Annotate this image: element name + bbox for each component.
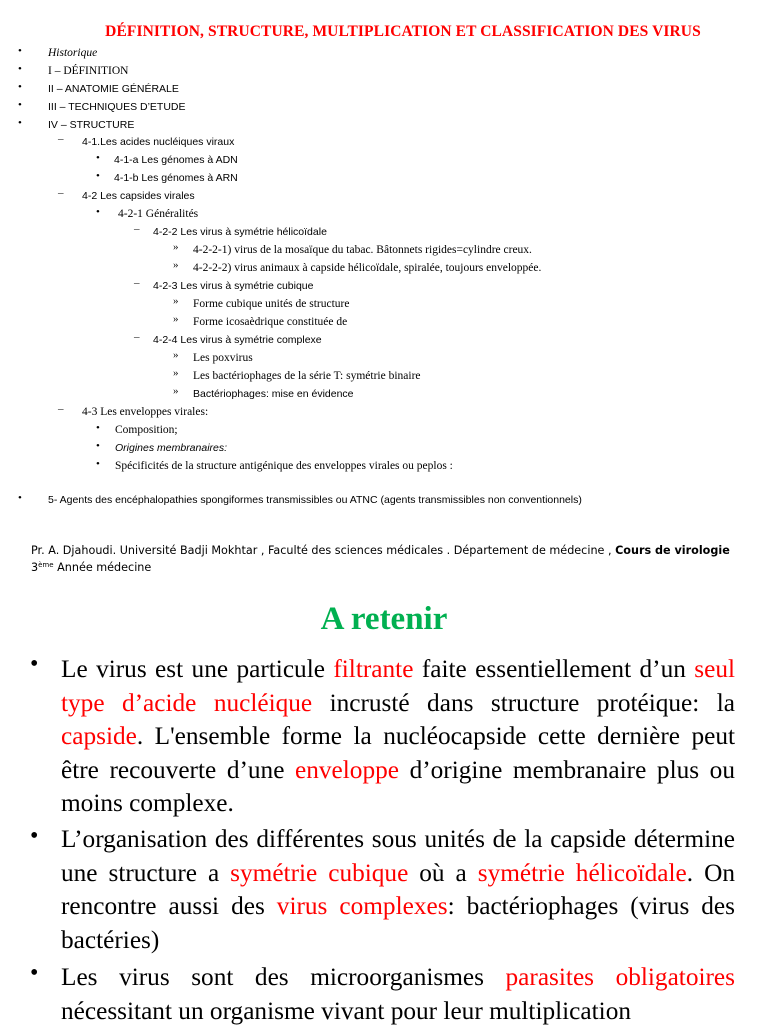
outline-item: Forme icosaèdrique constituée de [193,316,348,328]
retenir-paragraph-2 [61,823,735,957]
dash: – [58,187,64,199]
highlight: parasites obligatoires [505,963,735,991]
outline-item: 4-2-2-1) virus de la mosaïque du tabac. Bâtonnets rigides=cylindre creux. [193,244,532,256]
text: . On rencontre aussi des [61,858,735,920]
arrow: » [173,259,179,271]
outline-item: Bactériophages: mise en évidence [193,388,354,400]
bullet: • [96,440,100,452]
outline-item: 4-2 Les capsides virales [82,190,195,202]
bullet: • [96,206,100,218]
arrow: » [173,241,179,253]
bullet: • [18,45,22,57]
outline-item: 4-2-4 Les virus à symétrie complexe [153,334,322,346]
text: . L'ensemble forme la nucléocapside cette dernière peut être recouverte d’une [61,722,735,784]
outline-item: Les bactériophages de la série T: symétrie binaire [193,370,421,382]
outline-item: 4-1-a Les génomes à ADN [114,154,238,166]
credit-course: Cours de virologie [615,544,730,557]
outline-item: 4-3 Les enveloppes virales: [82,406,209,418]
highlight: filtrante [333,655,414,683]
arrow: » [173,367,179,379]
highlight: capside [61,722,137,750]
highlight: enveloppe [295,755,399,784]
text: où a [408,858,478,887]
text: incrusté dans structure protéique: la [312,688,735,717]
outline-item: Forme cubique unités de structure [193,298,350,310]
retenir-heading: A retenir [320,601,448,637]
dash: – [134,331,140,343]
dash: – [134,277,140,289]
document-title: DÉFINITION, STRUCTURE, MULTIPLICATION ET CLASSIFICATION DES VIRUS [105,23,701,40]
arrow: » [173,295,179,307]
highlight: seul type d’acide nucléique [61,655,736,717]
outline-item: III – TECHNIQUES D’ETUDE [48,101,186,113]
outline-item: 4-2-1 Généralités [118,208,199,220]
outline-item: Les poxvirus [193,352,253,364]
text: Le virus est une particule [61,655,334,683]
bullet: • [96,152,100,164]
outline-item: Historique [48,47,98,59]
outline-item: Spécificités de la structure antigénique des enveloppes virales ou peplos : [115,460,453,472]
retenir-paragraph-3 [61,961,735,1028]
credit-year: 3 [31,561,39,574]
bullet: • [18,81,22,93]
highlight: virus complexes [276,892,448,920]
text: nécessitant un organisme vivant pour leur multiplication [61,996,631,1025]
author-credit [31,543,751,575]
outline-item: IV – STRUCTURE [48,119,135,131]
bullet: • [30,960,39,986]
bullet: • [18,99,22,111]
bullet: • [96,422,100,434]
text: : bactériophages (virus des bactéries) [61,892,735,954]
arrow: » [173,385,179,397]
outline-item: 4-1-b Les génomes à ARN [114,172,238,184]
outline-item: 4-1.Les acides nucléiques viraux [82,136,235,148]
outline-item: I – DÉFINITION [48,65,129,77]
bullet: • [96,458,100,470]
text: L’organisation des différentes sous unités de la capside détermine une structure a [61,825,735,887]
dash: – [134,223,140,235]
dash: – [58,133,64,145]
bullet: • [30,823,39,849]
bullet: • [30,651,39,677]
outline-item: 4-2-2 Les virus à symétrie hélicoïdale [153,226,327,238]
highlight: symétrie hélicoïdale [477,858,687,887]
bullet: • [18,117,22,129]
text: faite essentiellement d’un [413,655,695,683]
credit-sup: ème [38,561,54,569]
outline-item: 5- Agents des encéphalopathies spongiformes transmissibles ou ATNC (agents transmissibles non conventionnels) [48,494,582,506]
bullet: • [96,170,100,182]
dash: – [58,403,64,415]
bullet: • [18,492,22,504]
outline-item: 4-2-2-2) virus animaux à capside hélicoïdale, spiralée, toujours enveloppée. [193,262,542,274]
arrow: » [173,349,179,361]
highlight: symétrie cubique [230,858,409,887]
outline-item: 4-2-3 Les virus à symétrie cubique [153,280,314,292]
retenir-paragraph-1 [61,653,735,821]
arrow: » [173,313,179,325]
outline-item: Composition; [115,424,178,436]
outline-item: II – ANATOMIE GÉNÉRALE [48,83,179,95]
outline-item: Origines membranaires: [115,442,228,454]
bullet: • [18,63,22,75]
text: Les virus sont des microorganismes [61,963,506,991]
credit-text: Pr. A. Djahoudi. Université Badji Mokhtar , Faculté des sciences médicales . Département de médecine , [31,544,612,557]
credit-suffix: Année médecine [53,561,152,574]
text: d’origine membranaire plus ou moins complexe. [61,755,735,817]
